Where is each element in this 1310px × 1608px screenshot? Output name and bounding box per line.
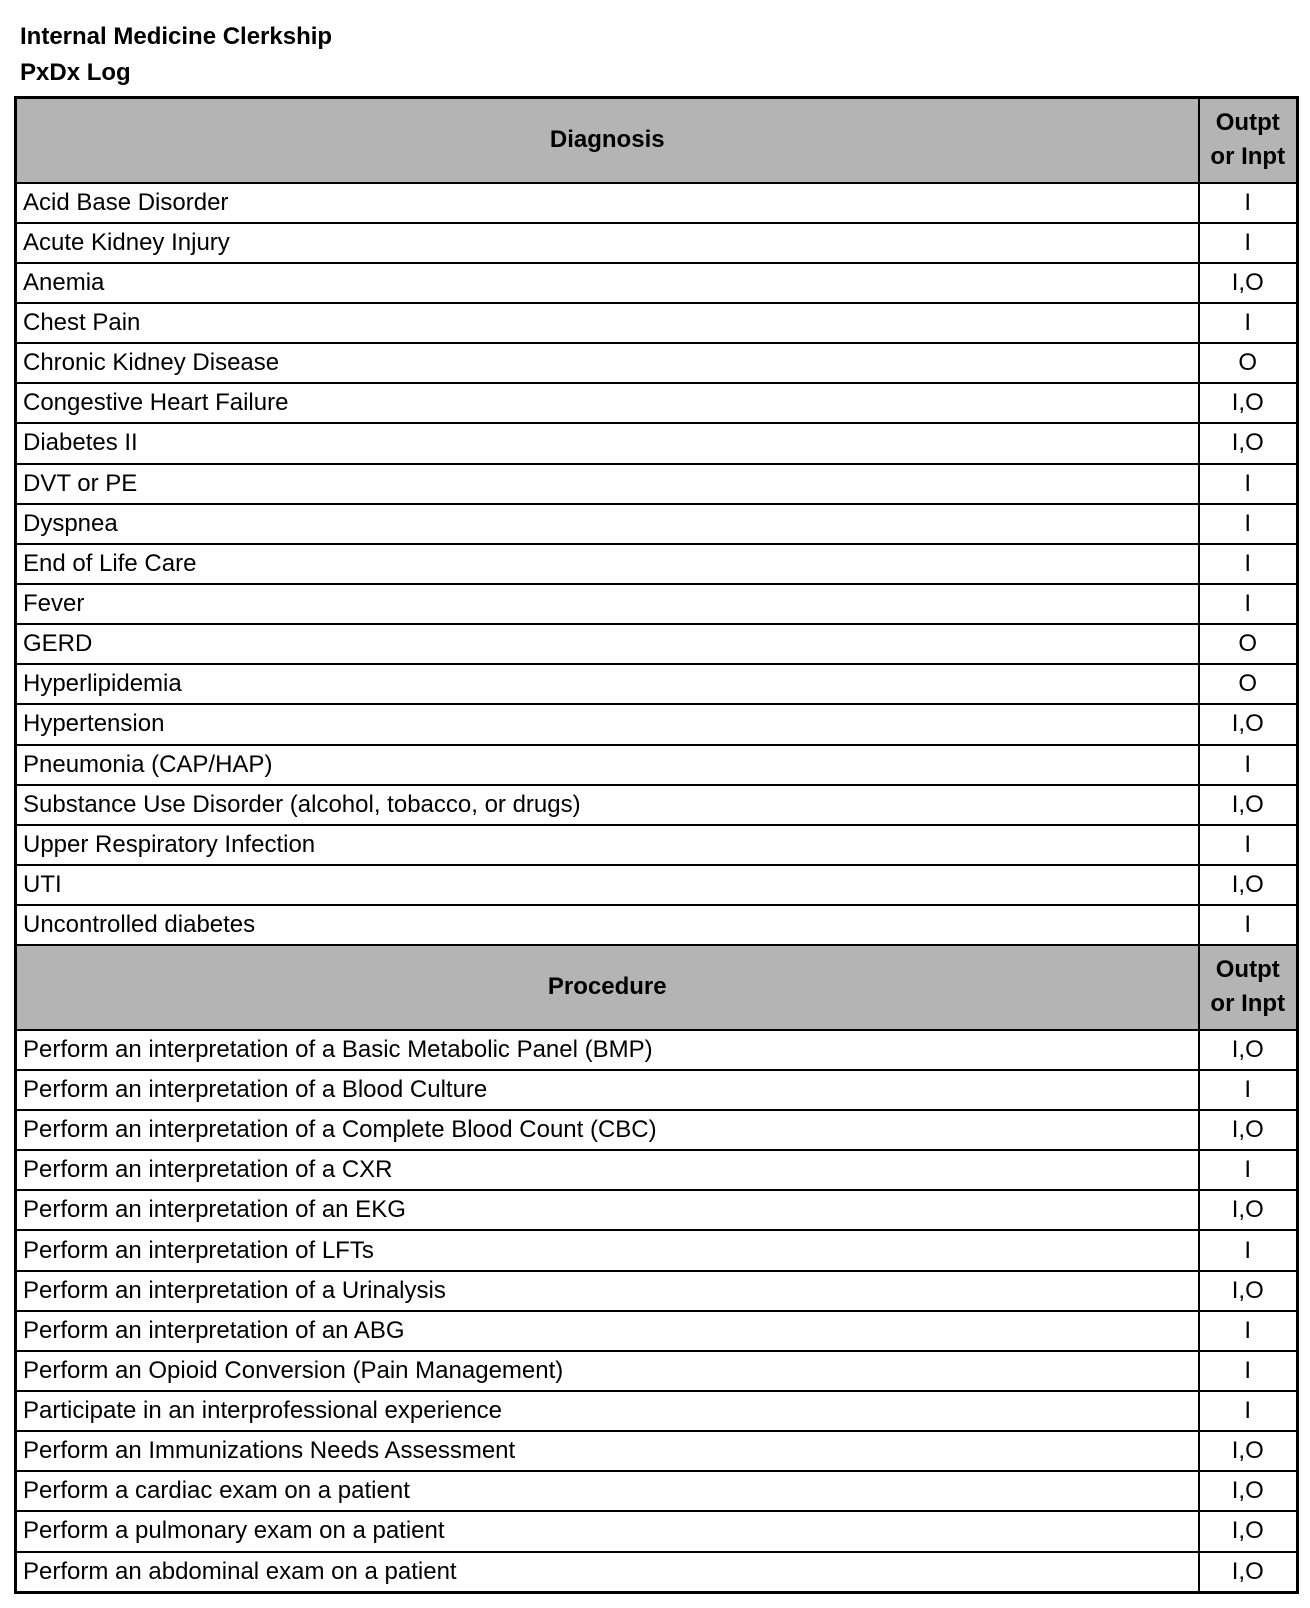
table-row	[16, 1471, 1298, 1511]
table-row	[16, 464, 1298, 504]
item-name: Perform an interpretation of a Complete Blood Count (CBC)	[16, 1110, 1199, 1150]
item-setting: I	[1199, 584, 1298, 624]
table-row	[16, 1230, 1298, 1270]
item-name: Acute Kidney Injury	[16, 223, 1199, 263]
item-setting: I	[1199, 303, 1298, 343]
table-row	[16, 544, 1298, 584]
document-title: Internal Medicine Clerkship	[20, 23, 333, 50]
table-row	[16, 584, 1298, 624]
table-row	[16, 423, 1298, 463]
setting-column-header-line: Outpt	[1215, 956, 1280, 984]
item-name: Fever	[16, 584, 1199, 624]
item-name: Participate in an interprofessional experience	[16, 1391, 1199, 1431]
item-name: Perform a cardiac exam on a patient	[16, 1471, 1199, 1511]
item-setting: I	[1199, 1070, 1298, 1110]
item-setting: I	[1199, 504, 1298, 544]
table-row	[16, 383, 1298, 423]
item-setting: I	[1199, 905, 1298, 945]
item-name: Substance Use Disorder (alcohol, tobacco, or drugs)	[16, 785, 1199, 825]
table-row	[16, 183, 1298, 223]
item-setting: O	[1199, 664, 1298, 704]
item-name: Perform an abdominal exam on a patient	[16, 1552, 1199, 1593]
setting-column-header	[1199, 945, 1298, 1030]
item-name: Perform an Immunizations Needs Assessment	[16, 1431, 1199, 1471]
table-row	[16, 1070, 1298, 1110]
item-name: Perform a pulmonary exam on a patient	[16, 1511, 1199, 1551]
item-name: Perform an interpretation of a Blood Culture	[16, 1070, 1199, 1110]
table-row	[16, 1511, 1298, 1551]
table-row	[16, 745, 1298, 785]
table-row	[16, 785, 1298, 825]
setting-column-header	[1199, 98, 1298, 183]
table-row	[16, 1190, 1298, 1230]
item-setting: I	[1199, 183, 1298, 223]
table-row	[16, 1271, 1298, 1311]
item-name: Dyspnea	[16, 504, 1199, 544]
table-row	[16, 1391, 1298, 1431]
item-setting: I	[1199, 544, 1298, 584]
table-row	[16, 504, 1298, 544]
item-setting: I,O	[1199, 865, 1298, 905]
item-name: Hypertension	[16, 704, 1199, 744]
table-row	[16, 905, 1298, 945]
item-setting: O	[1199, 624, 1298, 664]
table-row	[16, 825, 1298, 865]
item-setting: I,O	[1199, 785, 1298, 825]
section-header-diagnosis	[16, 98, 1298, 183]
item-name: DVT or PE	[16, 464, 1199, 504]
table-row	[16, 1030, 1298, 1070]
setting-column-header-line: or Inpt	[1210, 990, 1286, 1018]
item-setting: I,O	[1199, 1552, 1298, 1593]
table-row	[16, 303, 1298, 343]
table-row	[16, 1110, 1298, 1150]
item-setting: I	[1199, 1391, 1298, 1431]
item-setting: I	[1199, 1351, 1298, 1391]
item-name: End of Life Care	[16, 544, 1199, 584]
table-row	[16, 1431, 1298, 1471]
item-name: Diabetes II	[16, 423, 1199, 463]
section-heading: Diagnosis	[16, 98, 1199, 183]
item-name: Perform an interpretation of an EKG	[16, 1190, 1199, 1230]
table-row	[16, 865, 1298, 905]
item-setting: I	[1199, 223, 1298, 263]
pxdx-log-body	[16, 98, 1298, 1593]
item-name: Hyperlipidemia	[16, 664, 1199, 704]
section-heading: Procedure	[16, 945, 1199, 1030]
table-row	[16, 223, 1298, 263]
item-setting: I	[1199, 1311, 1298, 1351]
item-setting: I,O	[1199, 383, 1298, 423]
table-row	[16, 664, 1298, 704]
item-setting: I	[1199, 1230, 1298, 1270]
item-setting: I	[1199, 745, 1298, 785]
item-name: Perform an interpretation of LFTs	[16, 1230, 1199, 1270]
item-name: GERD	[16, 624, 1199, 664]
item-name: Congestive Heart Failure	[16, 383, 1199, 423]
item-name: Perform an interpretation of a Basic Metabolic Panel (BMP)	[16, 1030, 1199, 1070]
table-row	[16, 624, 1298, 664]
item-setting: O	[1199, 343, 1298, 383]
table-row	[16, 263, 1298, 303]
table-row	[16, 1311, 1298, 1351]
item-setting: I,O	[1199, 1431, 1298, 1471]
item-setting: I,O	[1199, 1110, 1298, 1150]
pxdx-log-table	[14, 96, 1299, 1594]
item-name: Chronic Kidney Disease	[16, 343, 1199, 383]
item-name: Acid Base Disorder	[16, 183, 1199, 223]
table-row	[16, 1351, 1298, 1391]
item-setting: I,O	[1199, 1030, 1298, 1070]
document-subtitle: PxDx Log	[20, 59, 131, 86]
item-name: Perform an interpretation of a CXR	[16, 1150, 1199, 1190]
item-name: Uncontrolled diabetes	[16, 905, 1199, 945]
item-name: Perform an Opioid Conversion (Pain Management)	[16, 1351, 1199, 1391]
item-setting: I,O	[1199, 1190, 1298, 1230]
setting-column-header-line: or Inpt	[1210, 143, 1286, 171]
item-setting: I	[1199, 464, 1298, 504]
setting-column-header-line: Outpt	[1215, 109, 1280, 137]
item-setting: I,O	[1199, 1511, 1298, 1551]
table-row	[16, 343, 1298, 383]
item-setting: I,O	[1199, 1271, 1298, 1311]
item-name: Anemia	[16, 263, 1199, 303]
table-row	[16, 704, 1298, 744]
table-row	[16, 1552, 1298, 1593]
item-setting: I,O	[1199, 704, 1298, 744]
section-header-procedure	[16, 945, 1298, 1030]
item-name: Perform an interpretation of an ABG	[16, 1311, 1199, 1351]
item-name: Pneumonia (CAP/HAP)	[16, 745, 1199, 785]
item-name: Upper Respiratory Infection	[16, 825, 1199, 865]
item-name: UTI	[16, 865, 1199, 905]
item-setting: I,O	[1199, 1471, 1298, 1511]
item-name: Chest Pain	[16, 303, 1199, 343]
item-name: Perform an interpretation of a Urinalysis	[16, 1271, 1199, 1311]
item-setting: I,O	[1199, 423, 1298, 463]
item-setting: I	[1199, 825, 1298, 865]
table-row	[16, 1150, 1298, 1190]
item-setting: I	[1199, 1150, 1298, 1190]
item-setting: I,O	[1199, 263, 1298, 303]
